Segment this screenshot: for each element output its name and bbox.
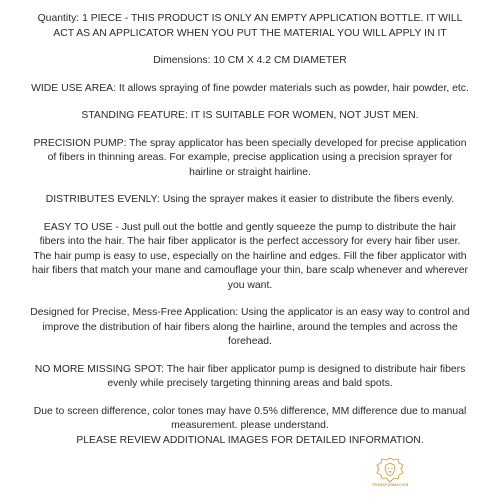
dimensions-paragraph: Dimensions: 10 CM X 4.2 CM DIAMETER xyxy=(153,55,347,66)
brand-name: TRANSFORMACION xyxy=(372,483,409,487)
wide-use-paragraph: WIDE USE AREA: It allows spraying of fine powder materials such as powder, hair powder, etc. xyxy=(31,82,469,94)
precision-pump-paragraph: PRECISION PUMP: The spray applicator has been specially developed for precise application of fibers in thinning areas. For example, precise application using a precision sprayer for hairline or straight hairline. xyxy=(33,137,467,178)
distributes-paragraph: DISTRIBUTES EVENLY: Using the sprayer makes it easier to distribute the fibers evenly. xyxy=(45,194,455,205)
quantity-paragraph: Quantity: 1 PIECE - THIS PRODUCT IS ONLY AN EMPTY APPLICATION BOTTLE. IT WILL ACT AS AN APPLICATOR WHEN YOU PUT THE MATERIAL YOU WILL APPLY IN IT xyxy=(37,13,463,39)
designed-paragraph: Designed for Precise, Mess-Free Application: Using the applicator is an easy way to control and improve the distribution of hair fibers along the hairline, around the temples and across the forehead. xyxy=(30,307,470,347)
disclaimer-paragraph: Due to screen difference, color tones may have 0.5% difference, MM difference due to manual measurement. please understand. xyxy=(33,405,467,431)
brand-logo xyxy=(372,456,408,492)
review-paragraph: PLEASE REVIEW ADDITIONAL IMAGES FOR DETAILED INFORMATION. xyxy=(76,434,424,446)
standing-paragraph: STANDING FEATURE: IT IS SUITABLE FOR WOMEN, NOT JUST MEN. xyxy=(81,110,419,121)
no-more-missing-spot-paragraph: NO MORE MISSING SPOT: The hair fiber applicator pump is designed to distribute hair fibers evenly while precisely targeting thinning areas and bald spots. xyxy=(34,363,466,389)
lion-head-icon xyxy=(372,456,408,486)
product-description xyxy=(30,12,470,448)
easy-to-use-paragraph: EASY TO USE - Just pull out the bottle and gently squeeze the pump to distribute the hair fibers into the hair. The hair fiber applicator is the perfect accessory for every hair fiber user. The hair pump is easy to use, especially on the hairline and edges. Fill the fiber applicator with hair fibers that match your mane and camouflage your thin, bare scalp whenever and wherever you want. xyxy=(31,221,469,291)
